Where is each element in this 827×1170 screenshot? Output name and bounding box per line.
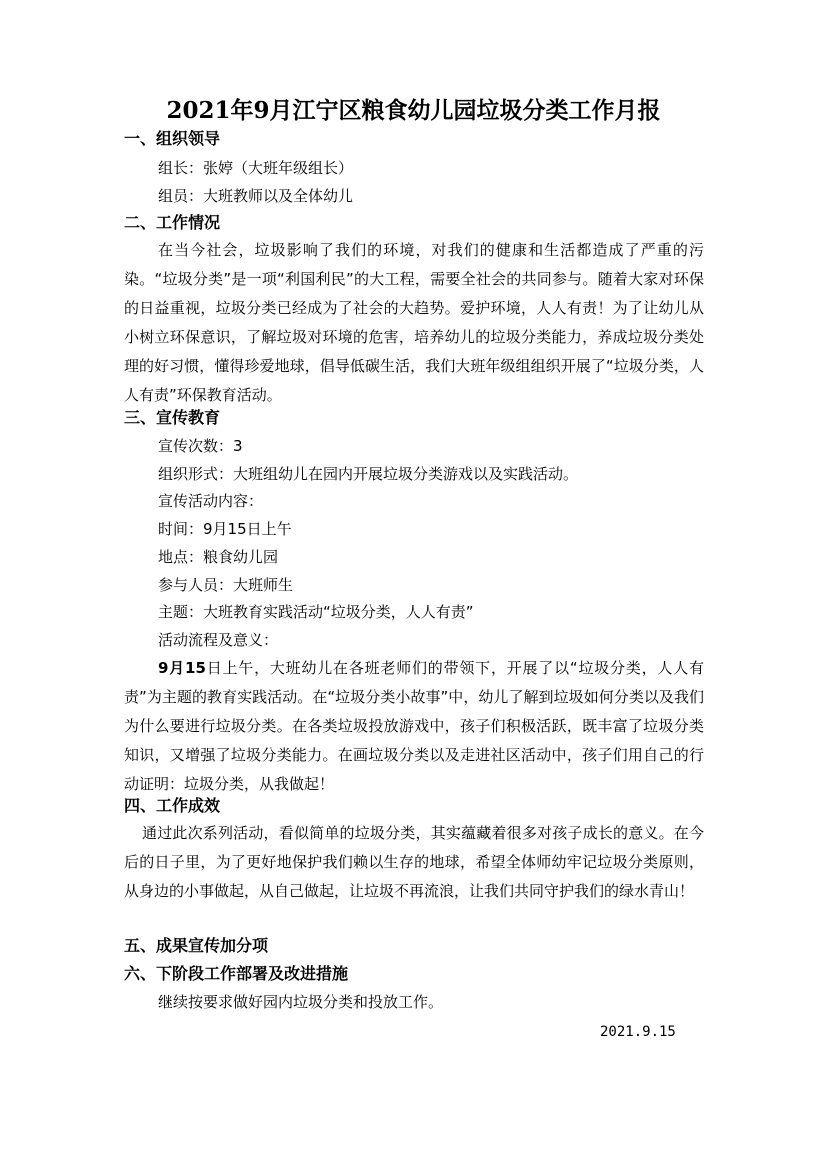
group-leader-text: 组长：张婷（大班年级组长） [158,159,354,177]
section-heading-publicity: 三、宣传教育 [124,408,221,427]
section-heading-bonus: 五、成果宣传加分项 [124,936,269,955]
activity-place-text: 地点：粮食幼儿园 [158,548,279,566]
activity-process-label: 活动流程及意义： [158,631,279,649]
activity-process-text: 日上午，大班幼儿在各班老师们的带领下，开展了以“垃圾分类，人人有责”为主题的教育实践活动。在“垃圾分类小故事”中，幼儿了解到垃圾如何分类以及我们为什么要进行垃圾分类。在各类垃圾投放游戏中，孩子们积极活跃，既丰富了垃圾分类知识，又增强了垃圾分类能力。在画垃圾分类以及走进社区活动中，孩子们用自己的行动证明：垃圾分类，从我做起！ [124,659,705,793]
document-title: 2021年9月江宁区粮食幼儿园垃圾分类工作月报 [166,97,661,124]
organization-form-text: 组织形式：大班组幼儿在园内开展垃圾分类游戏以及实践活动。 [158,465,579,483]
activity-theme-text: 主题：大班教育实践活动“垃圾分类，人人有责” [158,603,474,621]
results-paragraph: 通过此次系列活动，看似简单的垃圾分类，其实蕴藏着很多对孩子成长的意义。在今后的日子里，为了更好地保护我们赖以生存的地球，希望全体师幼牢记垃圾分类原则，从身边的小事做起，从自己做起，让垃圾不再流浪，让我们共同守护我们的绿水青山！ [124,824,704,900]
next-steps-text: 继续按要求做好园内垃圾分类和投放工作。 [158,993,444,1011]
section-heading-results: 四、工作成效 [124,796,221,815]
work-status-paragraph: 在当今社会，垃圾影响了我们的环境，对我们的健康和生活都造成了严重的污染。“垃圾分类”是一项“利国利民”的大工程，需要全社会的共同参与。随着大家对环保的日益重视，垃圾分类已经成为了社会的大趋势。爱护环境，人人有责！为了让幼儿从小树立环保意识，了解垃圾对环境的危害，培养幼儿的垃圾分类能力，养成垃圾分类处理的好习惯，懂得珍爱地球，倡导低碳生活，我们大班年级组组织开展了“垃圾分类，人人有责”环保教育活动。 [124,241,704,404]
activity-content-label: 宣传活动内容： [158,492,264,510]
section-heading-organization: 一、组织领导 [124,129,221,148]
group-members-text: 组员：大班教师以及全体幼儿 [158,187,354,205]
report-date: 2021.9.15 [600,1024,676,1040]
activity-process-paragraph [124,654,704,799]
activity-process-date: 9月15 [158,659,206,677]
activity-participants-text: 参与人员：大班师生 [158,576,294,594]
activity-time-text: 时间：9月15日上午 [158,520,292,538]
publicity-count-text: 宣传次数：3 [158,437,243,455]
section-heading-next-steps: 六、下阶段工作部署及改进措施 [124,964,349,983]
section-heading-work-status: 二、工作情况 [124,213,221,232]
